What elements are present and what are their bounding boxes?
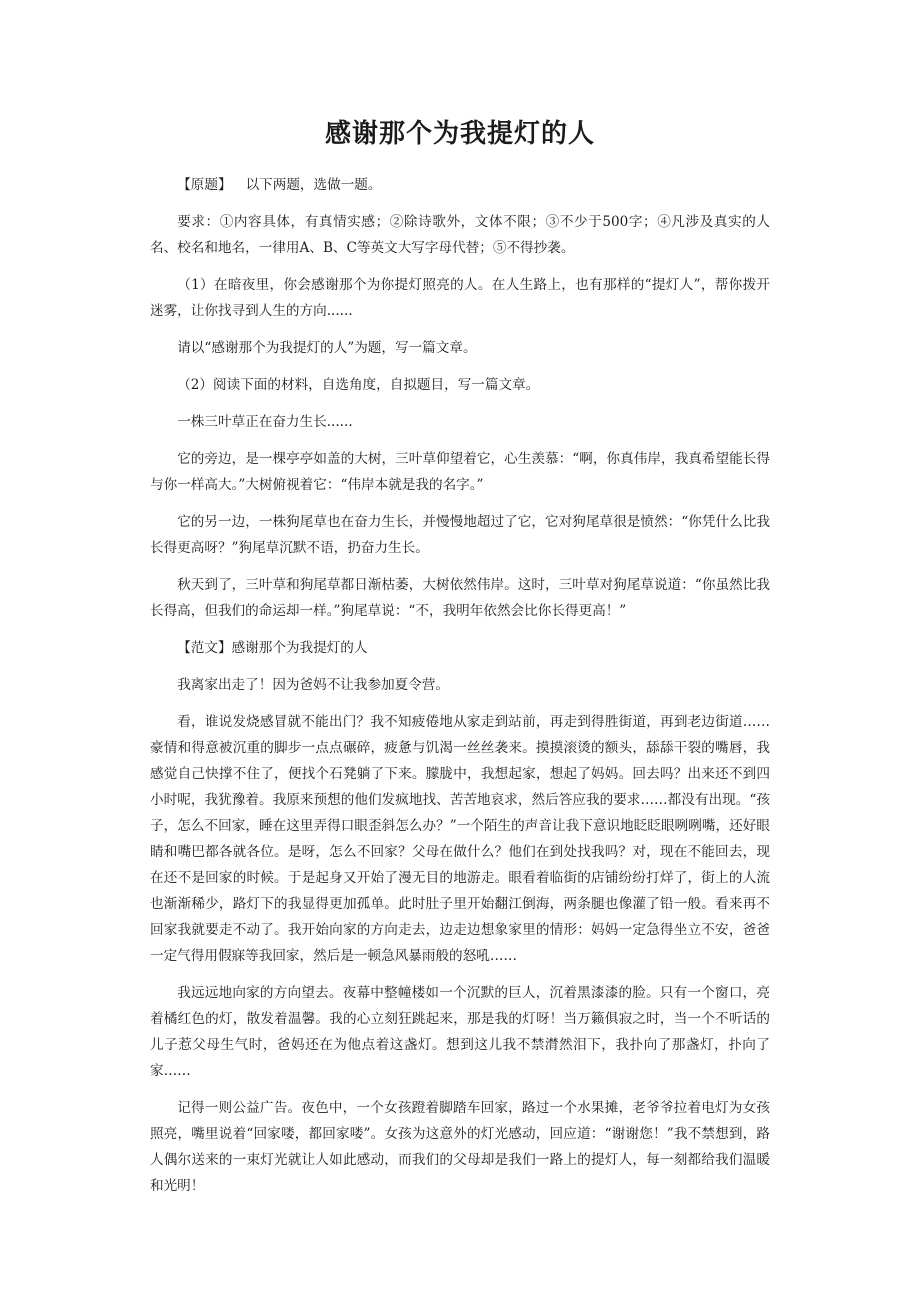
essay-paragraph: 看，谁说发烧感冒就不能出门？我不知疲倦地从家走到站前，再走到得胜街道，再到老边街道……豪情和得意被沉重的脚步一点点碾碎，疲惫与饥渴一丝丝袭来。摸摸滚烫的额头，舔舔干裂的嘴唇，我感觉自己快撑不住了，便找个石凳躺了下来。朦胧中，我想起家，想起了妈妈。回去吗？出来还不到四小时呢，我犹豫着。我原来预想的他们发疯地找、苦苦地哀求，然后答应我的要求……都没有出现。“孩子，怎么不回家，睡在这里弄得口眼歪斜怎么办？”一个陌生的声音让我下意识地眨眨眼咧咧嘴，还好眼睛和嘴巴都各就各位。是呀，怎么不回家？父母在做什么？他们在到处找我吗？对，现在不能回去，现在还不是回家的时候。于是起身又开始了漫无目的地游走。眼看着临街的店铺纷纷打烊了，街上的人流也渐渐稀少，路灯下的我显得更加孤单。此时肚子里开始翻江倒海，两条腿也像灌了铅一般。看来再不回家我就要走不动了。我开始向家的方向走去，边走边想象家里的情形：妈妈一定急得坐立不安，爸爸一定气得用假寐等我回家，然后是一顿急风暴雨般的怒吼…… (150, 714, 770, 964)
requirements-paragraph: 要求：①内容具体，有真情实感；②除诗歌外，文体不限；③不少于500字；④凡涉及真实的人名、校名和地名，一律用A、B、C等英文大写字母代替；⑤不得抄袭。 (150, 214, 770, 256)
sample-label: 【范文】 (177, 640, 232, 656)
question-1-task: 请以“感谢那个为我提灯的人”为题，写一篇文章。 (177, 340, 477, 356)
material-paragraph: 它的另一边，一株狗尾草也在奋力生长，并慢慢地超过了它，它对狗尾草很是愤然：“你凭什么比我长得更高呀？”狗尾草沉默不语，扔奋力生长。 (150, 514, 770, 556)
original-label: 【原题】 (177, 177, 232, 193)
essay-paragraph: 我离家出走了！因为爸妈不让我参加夏令营。 (177, 677, 450, 693)
material-paragraph: 秋天到了，三叶草和狗尾草都日渐枯萎，大树依然伟岸。这时，三叶草对狗尾草说道：“你虽然比我长得高，但我们的命运却一样。”狗尾草说：“不，我明年依然会比你长得更高！” (150, 577, 770, 619)
document-title: 感谢那个为我提灯的人 (324, 119, 595, 149)
material-paragraph: 一株三叶草正在奋力生长...... (177, 414, 353, 430)
sample-essay-heading (150, 635, 770, 661)
question-1-prompt: （1）在暗夜里，你会感谢那个为你提灯照亮的人。在人生路上，也有那样的“提灯人”，帮你拨开迷雾，让你找寻到人生的方向...... (150, 277, 770, 319)
question-2-prompt: （2）阅读下面的材料，自选角度，自拟题目，写一篇文章。 (177, 377, 540, 393)
essay-paragraph: 记得一则公益广告。夜色中，一个女孩蹬着脚踏车回家，路过一个水果摊，老爷爷拉着电灯为女孩照亮，嘴里说着“回家喽，都回家喽”。女孩为这意外的灯光感动，回应道：“谢谢您！”我不禁想到，路人偶尔送来的一束灯光就让人如此感动，而我们的父母却是我们一路上的提灯人，每一刻都给我们温暖和光明！ (150, 1100, 770, 1194)
material-paragraph: 它的旁边，是一棵亭亭如盖的大树，三叶草仰望着它，心生羡慕：“啊，你真伟岸，我真希望能长得与你一样高大。”大树俯视着它：“伟岸本就是我的名字。” (150, 451, 770, 493)
essay-paragraph: 我远远地向家的方向望去。夜幕中整幢楼如一个沉默的巨人，沉着黑漆漆的脸。只有一个窗口，亮着橘红色的灯，散发着温馨。我的心立刻狂跳起来，那是我的灯呀！当万籁俱寂之时，当一个不听话的儿子惹父母生气时，爸妈还在为他点着这盏灯。想到这儿我不禁潸然泪下，我扑向了那盏灯，扑向了家…… (150, 985, 770, 1079)
original-question-intro (150, 172, 770, 198)
document-page (150, 112, 770, 1210)
sample-title: 感谢那个为我提灯的人 (231, 640, 368, 656)
original-intro-text: 以下两题，选做一题。 (245, 177, 382, 193)
